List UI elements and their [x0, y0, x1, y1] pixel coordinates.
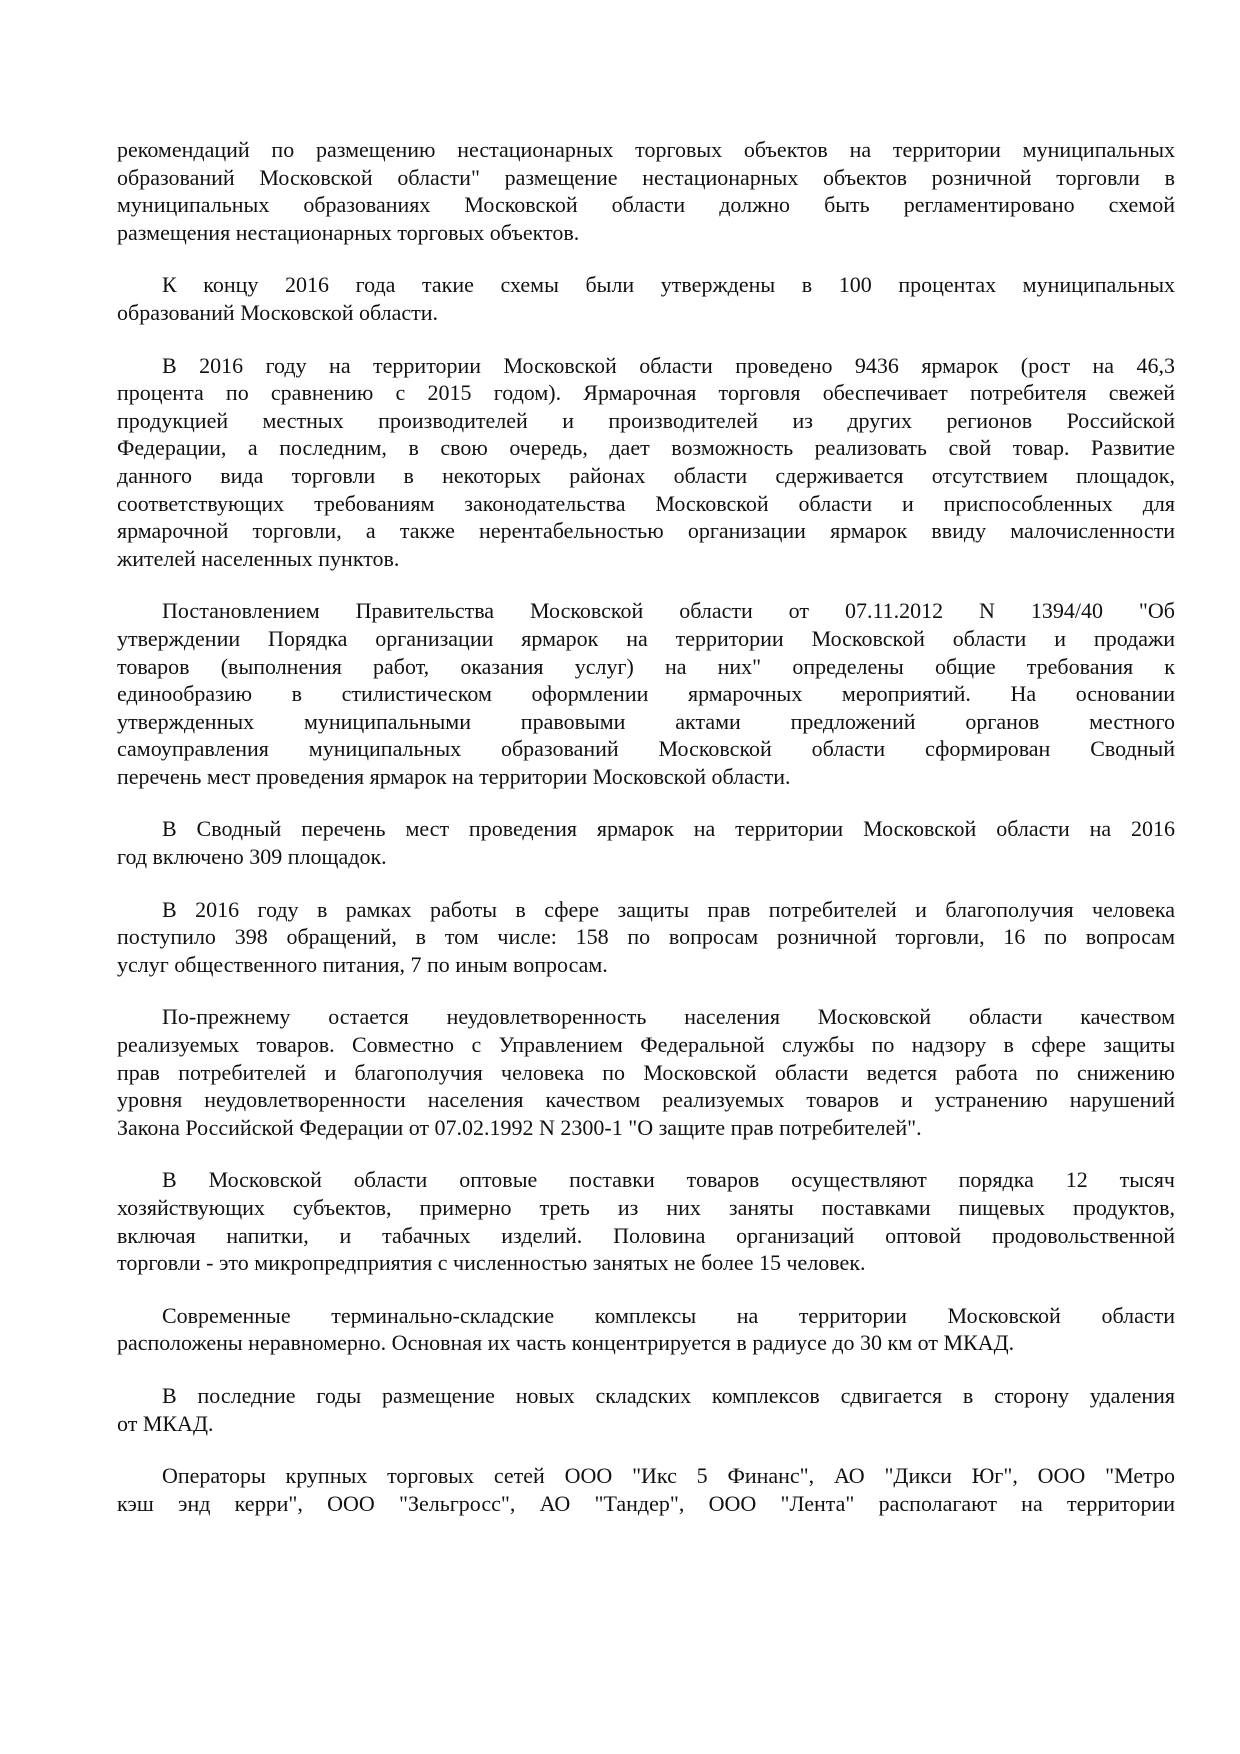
text-line: ярмарочной торговли, а также нерентабельностью организации ярмарок ввиду малочисленности: [117, 518, 1175, 544]
text-line: услуг общественного питания, 7 по иным вопросам.: [117, 951, 608, 977]
text-line: муниципальных образованиях Московской области должно быть регламентировано схемой: [117, 192, 1175, 218]
text-line: К концу 2016 года такие схемы были утверждены в 100 процентах муниципальных: [162, 272, 1175, 298]
paragraph: [117, 1003, 1175, 1141]
paragraph: [117, 271, 1175, 326]
text-line: утверждении Порядка организации ярмарок на территории Московской области и продажи: [117, 625, 1175, 651]
text-line: включая напитки, и табачных изделий. Половина организаций оптовой продовольственной: [117, 1222, 1175, 1248]
paragraph: [117, 1302, 1175, 1357]
text-line: образований Московской области" размещение нестационарных объектов розничной торговли в: [117, 164, 1175, 190]
text-line: В 2016 году в рамках работы в сфере защиты прав потребителей и благополучия человека: [162, 896, 1175, 922]
text-line: год включено 309 площадок.: [117, 844, 387, 870]
text-line: По-прежнему остается неудовлетворенность населения Московской области качеством: [162, 1004, 1175, 1030]
text-line: Федерации, а последним, в свою очередь, дает возможность реализовать свой товар. Развитие: [117, 435, 1175, 461]
text-line: самоуправления муниципальных образований Московской области сформирован Сводный: [117, 736, 1175, 762]
paragraph: [117, 352, 1175, 573]
text-line: единообразию в стилистическом оформлении ярмарочных мероприятий. На основании: [117, 681, 1175, 707]
text-line: рекомендаций по размещению нестационарных торговых объектов на территории муниципальных: [117, 137, 1175, 162]
text-line: хозяйствующих субъектов, примерно треть из них заняты поставками пищевых продуктов,: [117, 1195, 1175, 1220]
text-line: утвержденных муниципальными правовыми актами предложений органов местного: [117, 708, 1175, 734]
text-line: поступило 398 обращений, в том числе: 158 по вопросам розничной торговли, 16 по вопросам: [117, 924, 1175, 950]
paragraph: [117, 597, 1175, 790]
text-line: данного вида торговли в некоторых районах области сдерживается отсутствием площадок,: [117, 462, 1175, 488]
document-page: [117, 136, 1175, 1542]
text-line: В Московской области оптовые поставки товаров осуществляют порядка 12 тысяч: [162, 1167, 1175, 1193]
text-line: жителей населенных пунктов.: [117, 545, 400, 571]
paragraph: [117, 1166, 1175, 1276]
paragraph: [117, 136, 1175, 246]
text-line: уровня неудовлетворенности населения качеством реализуемых товаров и устранению нарушений: [117, 1087, 1175, 1113]
text-line: процента по сравнению с 2015 годом). Ярмарочная торговля обеспечивает потребителя свежей: [117, 380, 1175, 406]
text-line: продукцией местных производителей и производителей из других регионов Российской: [117, 407, 1175, 433]
text-line: размещения нестационарных торговых объектов.: [117, 219, 580, 245]
text-line: Закона Российской Федерации от 07.02.1992 N 2300-1 "О защите прав потребителей".: [117, 1114, 922, 1140]
text-line: Операторы крупных торговых сетей ООО "Икс 5 Финанс", АО "Дикси Юг", ООО "Метро: [162, 1463, 1175, 1489]
text-line: товаров (выполнения работ, оказания услуг) на них" определены общие требования к: [117, 653, 1175, 679]
text-line: образований Московской области.: [117, 299, 439, 325]
paragraph: [117, 1462, 1175, 1517]
text-line: перечень мест проведения ярмарок на территории Московской области.: [117, 763, 791, 789]
text-line: реализуемых товаров. Совместно с Управлением Федеральной службы по надзору в сфере защиты: [117, 1032, 1175, 1058]
text-line: прав потребителей и благополучия человека по Московской области ведется работа по снижению: [117, 1059, 1175, 1085]
text-line: В последние годы размещение новых складских комплексов сдвигается в сторону удаления: [162, 1382, 1175, 1408]
text-line: торговли - это микропредприятия с численностью занятых не более 15 человек.: [117, 1250, 866, 1276]
text-line: Современные терминально-складские комплексы на территории Московской области: [162, 1302, 1175, 1328]
text-line: В Сводный перечень мест проведения ярмарок на территории Московской области на 2016: [162, 816, 1175, 842]
text-line: соответствующих требованиям законодательства Московской области и приспособленных для: [117, 490, 1175, 516]
paragraph: [117, 815, 1175, 870]
paragraph: [117, 896, 1175, 979]
text-line: расположены неравномерно. Основная их часть концентрируется в радиусе до 30 км от МКАД.: [117, 1330, 1015, 1356]
text-line: В 2016 году на территории Московской области проведено 9436 ярмарок (рост на 46,3: [162, 352, 1175, 378]
text-line: Постановлением Правительства Московской области от 07.11.2012 N 1394/40 "Об: [162, 598, 1175, 624]
text-line: от МКАД.: [117, 1410, 214, 1436]
text-line: кэш энд керри", ООО "Зельгросс", АО "Тандер", ООО "Лента" располагают на территории: [117, 1490, 1175, 1516]
paragraph: [117, 1382, 1175, 1437]
